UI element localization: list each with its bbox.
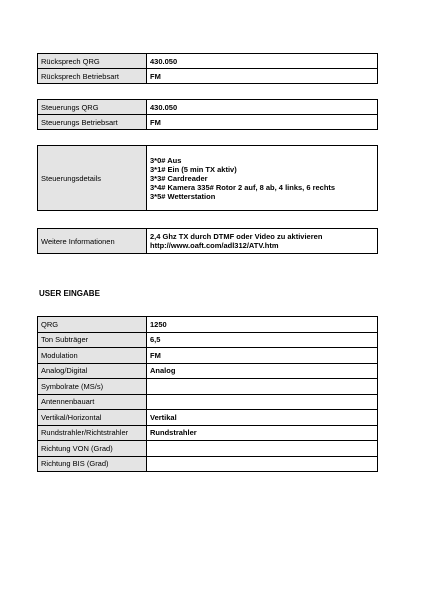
row-value: Analog — [147, 363, 378, 379]
row-value — [147, 456, 378, 472]
info-line: 2,4 Ghz TX durch DTMF oder Video zu aktivieren — [150, 232, 323, 241]
row-label: Steuerungs Betriebsart — [38, 115, 147, 130]
row-label: Richtung BIS (Grad) — [38, 456, 147, 472]
details-line: 3*1# Ein (5 min TX aktiv) — [150, 164, 237, 174]
weitere-informationen-table — [37, 228, 378, 254]
table-row — [38, 410, 378, 426]
row-label: Steuerungs QRG — [38, 100, 147, 115]
row-value: Vertikal — [147, 410, 378, 426]
table-row — [38, 229, 378, 254]
ruecksprech-table — [37, 53, 378, 84]
row-label: Richtung VON (Grad) — [38, 441, 147, 457]
row-value: Rundstrahler — [147, 425, 378, 441]
table-row — [38, 348, 378, 364]
table-row — [38, 332, 378, 348]
table-row — [38, 425, 378, 441]
row-label: Rundstrahler/Richtstrahler — [38, 425, 147, 441]
details-line: 3*4# Kamera 335# Rotor 2 auf, 8 ab, 4 links, 6 rechts — [150, 182, 336, 192]
table-row — [38, 69, 378, 84]
row-label: Rücksprech Betriebsart — [38, 69, 147, 84]
details-line: 3*5# Wetterstation — [150, 191, 216, 201]
row-value — [147, 441, 378, 457]
row-value: FM — [147, 348, 378, 364]
row-value: 430.050 — [147, 100, 378, 115]
table-row — [38, 54, 378, 69]
details-line: 3*0# Aus — [150, 155, 182, 165]
table-row — [38, 146, 378, 211]
table-row — [38, 379, 378, 395]
row-value: FM — [147, 69, 378, 84]
row-label: Analog/Digital — [38, 363, 147, 379]
info-link: http://www.oaft.com/adl312/ATV.htm — [150, 241, 279, 250]
row-label: QRG — [38, 317, 147, 333]
row-label: Weitere Informationen — [38, 229, 147, 254]
row-label: Modulation — [38, 348, 147, 364]
table-row — [38, 394, 378, 410]
steuerungsdetails-table — [37, 145, 378, 211]
row-value: 1250 — [147, 317, 378, 333]
row-value — [147, 394, 378, 410]
table-row — [38, 363, 378, 379]
user-eingabe-heading: USER EINGABE — [39, 289, 100, 298]
details-line: 3*3# Cardreader — [150, 173, 208, 183]
table-row — [38, 115, 378, 130]
row-value: FM — [147, 115, 378, 130]
steuerung-table — [37, 99, 378, 130]
details-value — [147, 146, 378, 211]
row-label: Vertikal/Horizontal — [38, 410, 147, 426]
row-label: Steuerungsdetails — [38, 146, 147, 211]
row-label: Antennenbauart — [38, 394, 147, 410]
table-row — [38, 456, 378, 472]
row-value: 6,5 — [147, 332, 378, 348]
row-label: Symbolrate (MS/s) — [38, 379, 147, 395]
row-value — [147, 379, 378, 395]
table-row — [38, 317, 378, 333]
row-label: Ton Subträger — [38, 332, 147, 348]
info-value — [147, 229, 378, 254]
user-eingabe-table — [37, 316, 378, 472]
row-label: Rücksprech QRG — [38, 54, 147, 69]
row-value: 430.050 — [147, 54, 378, 69]
table-row — [38, 100, 378, 115]
table-row — [38, 441, 378, 457]
